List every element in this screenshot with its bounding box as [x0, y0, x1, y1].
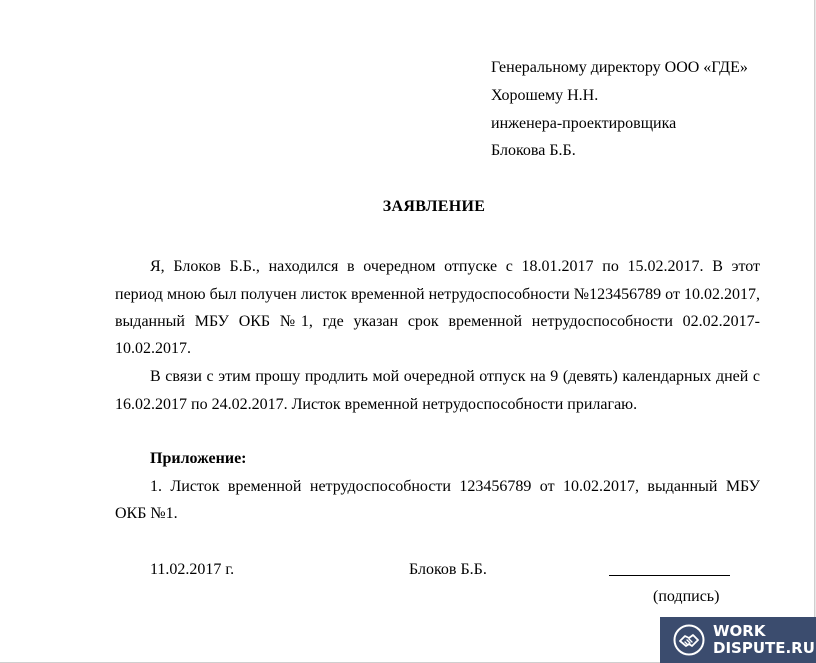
addressee-line-1: Генеральному директору ООО «ГДЕ»: [491, 59, 748, 76]
document-title: ЗАЯВЛЕНИЕ: [382, 198, 486, 215]
footer-applicant-name: Блоков Б.Б.: [409, 561, 487, 578]
watermark-line-2: DISPUTE.RU: [713, 639, 815, 657]
footer-date: 11.02.2017 г.: [150, 561, 235, 578]
body-paragraph-1-line-4: 10.02.2017.: [115, 340, 191, 357]
body-paragraph-2-line-1: В связи с этим прошу продлить мой очередной отпуск на 9 (девять) календарных дней с: [150, 368, 760, 385]
body-paragraph-2-line-2: 16.02.2017 по 24.02.2017. Листок временной нетрудоспособности прилагаю.: [115, 396, 638, 413]
signature-caption: (подпись): [653, 588, 720, 605]
attachment-heading: Приложение:: [150, 450, 247, 467]
attachment-item-line-1: 1. Листок временной нетрудоспособности 123456789 от 10.02.2017, выданный МБУ: [150, 478, 760, 495]
signature-line: [609, 575, 730, 576]
watermark-text: [713, 623, 815, 657]
attachment-item-line-2: ОКБ №1.: [115, 505, 178, 522]
addressee-line-4: Блокова Б.Б.: [491, 142, 576, 159]
addressee-line-2: Хорошему Н.Н.: [491, 87, 599, 104]
addressee-line-3: инженера-проектировщика: [491, 115, 677, 132]
body-paragraph-1-line-3: выданный МБУ ОКБ №1, где указан срок временной нетрудоспособности 02.02.2017-: [115, 313, 760, 330]
handshake-icon: [673, 624, 705, 656]
watermark-logo: [660, 617, 816, 663]
body-paragraph-1-line-2: период мною был получен листок временной нетрудоспособности №123456789 от 10.02.2017,: [115, 286, 760, 303]
body-paragraph-1-line-1: Я, Блоков Б.Б., находился в очередном отпуске с 18.01.2017 по 15.02.2017. В этот: [150, 258, 760, 275]
watermark-line-1: WORK: [713, 622, 766, 640]
